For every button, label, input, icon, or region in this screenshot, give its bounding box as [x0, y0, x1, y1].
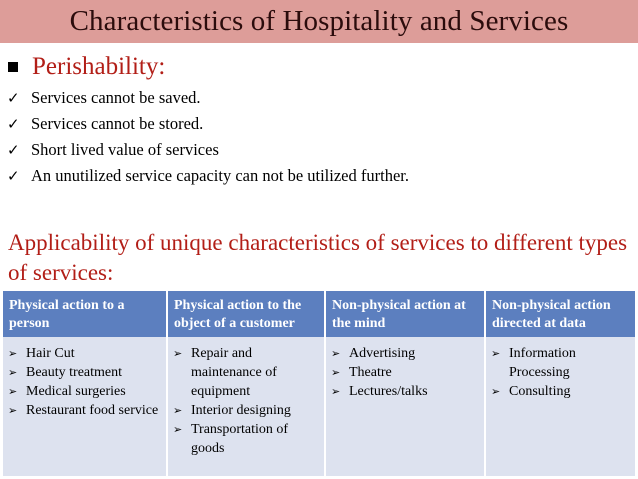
- title-bar: [0, 0, 638, 43]
- list-item-text: Lectures/talks: [349, 384, 428, 399]
- square-bullet-icon: [8, 62, 18, 72]
- arrow-bullet-icon: ➢: [331, 347, 341, 360]
- checklist-item: [7, 137, 409, 163]
- list-item: [173, 420, 320, 458]
- checklist-item: [7, 111, 409, 137]
- list-item-text: Advertising: [349, 346, 416, 361]
- table-cell: [485, 337, 635, 476]
- list-item: [8, 344, 162, 363]
- list-item: [491, 382, 631, 401]
- list-item: [331, 382, 480, 401]
- list-item-text: Repair and maintenance of equipment: [191, 346, 277, 399]
- list-item-text: Consulting: [509, 384, 571, 399]
- checkmark-icon: ✓: [7, 88, 20, 107]
- list-item-text: Information Processing: [509, 346, 576, 380]
- checklist-item-text: Services cannot be saved.: [31, 88, 201, 107]
- table-row: [3, 337, 635, 476]
- column-header: Physical action to the object of a customer: [167, 291, 325, 337]
- slide-title: Characteristics of Hospitality and Services: [69, 5, 569, 37]
- arrow-bullet-icon: ➢: [491, 385, 501, 398]
- section-heading: Perishability:: [32, 53, 166, 80]
- list-item: [331, 344, 480, 363]
- checklist-item-text: Short lived value of services: [31, 140, 219, 159]
- checkmark-icon: ✓: [7, 114, 20, 133]
- checklist-item-text: Services cannot be stored.: [31, 114, 204, 133]
- list-item: [173, 401, 320, 420]
- column-header: Non-physical action directed at data: [485, 291, 635, 337]
- column-header: Physical action to a person: [3, 291, 167, 337]
- checklist-item-text: An unutilized service capacity can not be utilized further.: [31, 166, 409, 185]
- list-item: [8, 401, 162, 420]
- list-item-text: Hair Cut: [26, 346, 75, 361]
- list-item: [8, 363, 162, 382]
- arrow-bullet-icon: ➢: [173, 423, 183, 436]
- list-item-text: Beauty treatment: [26, 365, 123, 380]
- table-cell: [325, 337, 485, 476]
- list-item: [8, 382, 162, 401]
- arrow-bullet-icon: ➢: [173, 347, 183, 360]
- checklist-item: [7, 85, 409, 111]
- list-item-text: Restaurant food service: [26, 403, 159, 418]
- list-item-text: Interior designing: [191, 403, 291, 418]
- arrow-bullet-icon: ➢: [8, 347, 18, 360]
- list-item-text: Transportation of goods: [191, 422, 289, 456]
- arrow-bullet-icon: ➢: [173, 404, 183, 417]
- table-cell: [167, 337, 325, 476]
- services-table: [3, 291, 635, 476]
- section-heading-row: [8, 52, 165, 82]
- column-header: Non-physical action at the mind: [325, 291, 485, 337]
- table-cell: [3, 337, 167, 476]
- arrow-bullet-icon: ➢: [8, 366, 18, 379]
- list-item-text: Medical surgeries: [26, 384, 126, 399]
- arrow-bullet-icon: ➢: [8, 404, 18, 417]
- applicability-heading: Applicability of unique characteristics of services to different types of services:: [8, 230, 628, 285]
- list-item: [491, 344, 631, 382]
- arrow-bullet-icon: ➢: [331, 366, 341, 379]
- checkmark-icon: ✓: [7, 166, 20, 185]
- perishability-checklist: [7, 85, 409, 189]
- table-header-row: [3, 291, 635, 337]
- list-item-text: Theatre: [349, 365, 392, 380]
- arrow-bullet-icon: ➢: [491, 347, 501, 360]
- list-item: [331, 363, 480, 382]
- arrow-bullet-icon: ➢: [331, 385, 341, 398]
- checkmark-icon: ✓: [7, 140, 20, 159]
- checklist-item: [7, 163, 409, 189]
- list-item: [173, 344, 320, 401]
- arrow-bullet-icon: ➢: [8, 385, 18, 398]
